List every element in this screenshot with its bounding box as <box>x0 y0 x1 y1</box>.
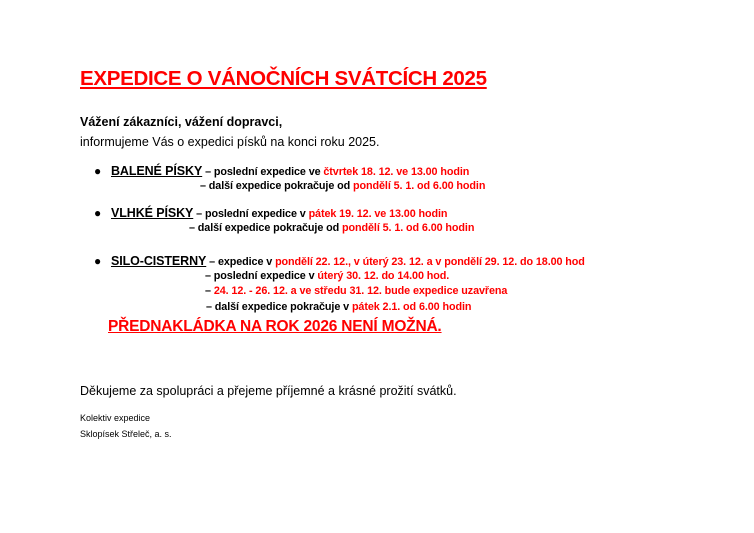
section-line <box>205 270 449 282</box>
signature-line: Kolektiv expedice <box>80 413 151 423</box>
section-line-text: – další expedice pokračuje v <box>206 301 352 313</box>
section-name: SILO-CISTERNY <box>111 254 207 268</box>
section-line-highlight: pátek 19. 12. ve 13.00 hodin <box>308 208 448 220</box>
bullet-icon: ● <box>94 206 102 220</box>
page-title: EXPEDICE O VÁNOČNÍCH SVÁTCÍCH 2025 <box>80 67 487 90</box>
section-name: BALENÉ PÍSKY <box>111 164 203 178</box>
thanks-text: Děkujeme za spolupráci a přejeme příjemné a krásné prožití svátků. <box>80 384 457 398</box>
section-line <box>200 180 485 192</box>
section-line <box>189 222 474 234</box>
section-line-text: – expedice v <box>206 256 276 268</box>
intro-text: informujeme Vás o expedici písků na konci roku 2025. <box>80 135 380 149</box>
section-silo-cisterny <box>94 254 585 268</box>
section-line-highlight: úterý 30. 12. do 14.00 hod. <box>317 270 450 282</box>
section-line-text: – poslední expedice v <box>205 270 318 282</box>
section-line-text: – další expedice pokračuje od <box>189 222 343 234</box>
section-line-text: – další expedice pokračuje od <box>200 180 354 192</box>
section-line-text: – poslední expedice ve <box>202 166 324 178</box>
section-line-highlight: pondělí 5. 1. od 6.00 hodin <box>342 222 475 234</box>
section-line-highlight: 24. 12. - 26. 12. a ve středu 31. 12. bude expedice uzavřena <box>213 285 508 297</box>
section-name: VLHKÉ PÍSKY <box>111 206 194 220</box>
section-line-highlight: pondělí 5. 1. od 6.00 hodin <box>353 180 486 192</box>
section-line-text: – <box>205 285 214 297</box>
bullet-icon: ● <box>94 254 102 268</box>
bullet-icon: ● <box>94 164 102 178</box>
section-line <box>206 301 471 313</box>
greeting: Vážení zákazníci, vážení dopravci, <box>80 115 283 129</box>
signature-line: Sklopísek Střeleč, a. s. <box>80 429 172 439</box>
section-line-highlight: pondělí 22. 12., v úterý 23. 12. a v pondělí 29. 12. do 18.00 hod <box>275 256 585 268</box>
section-vlhke-pisky <box>94 206 447 220</box>
section-line-highlight: pátek 2.1. od 6.00 hodin <box>351 301 472 313</box>
section-line-text: – poslední expedice v <box>193 208 309 220</box>
section-baleni-pisky <box>94 164 469 178</box>
warning-text: PŘEDNAKLÁDKA NA ROK 2026 NENÍ MOŽNÁ. <box>108 318 442 335</box>
section-line <box>205 285 507 297</box>
section-line-highlight: čtvrtek 18. 12. ve 13.00 hodin <box>323 166 470 178</box>
